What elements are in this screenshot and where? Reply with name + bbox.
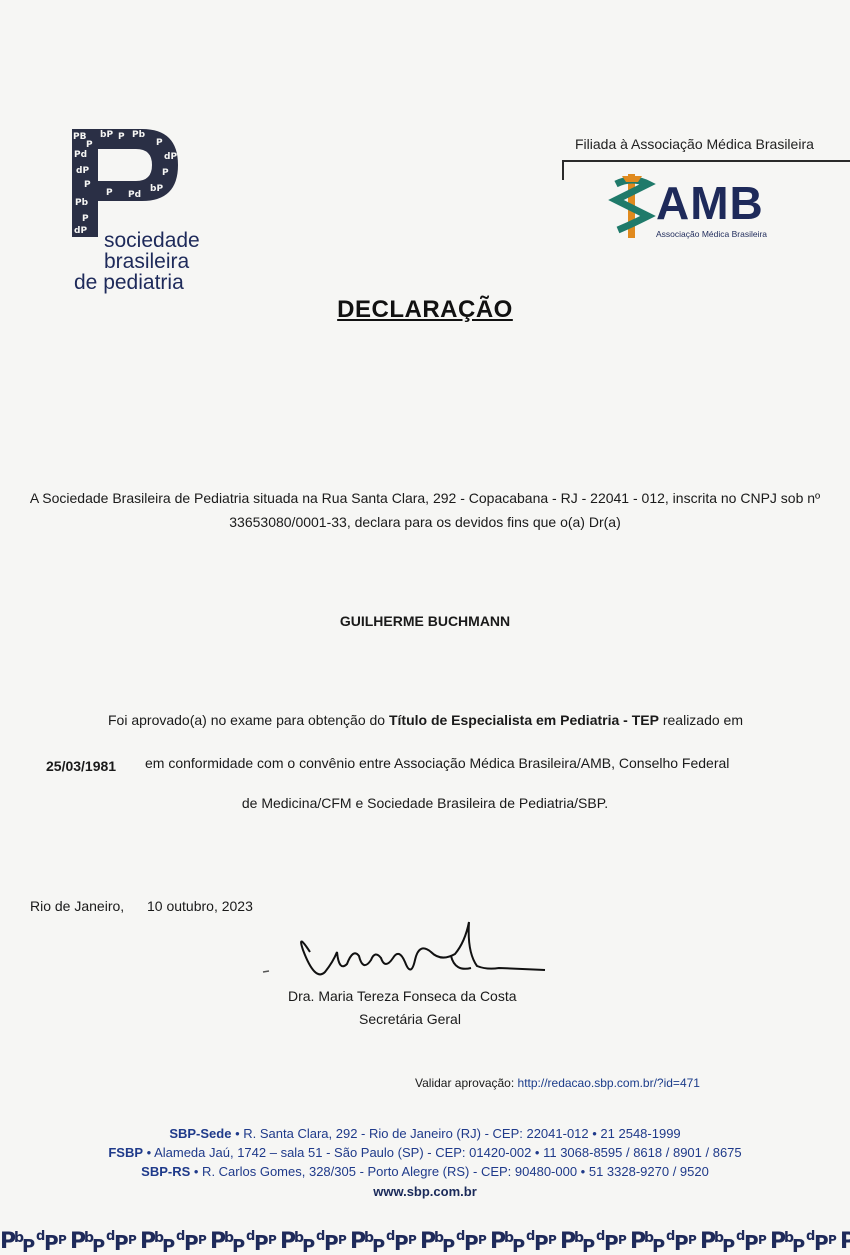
svg-text:Pb: Pb xyxy=(75,198,89,208)
footer-line-2 xyxy=(0,1145,850,1160)
sbp-p-mark xyxy=(70,125,185,240)
svg-text:Pb: Pb xyxy=(132,130,146,140)
footer-sede-label: SBP-Sede xyxy=(169,1126,232,1141)
footer-line-3 xyxy=(0,1164,850,1179)
validation-line xyxy=(415,1076,700,1090)
paragraph2-line1-end: realizado em xyxy=(658,712,743,728)
svg-text:P: P xyxy=(86,140,93,150)
paragraph1-line2: 33653080/0001-33, declara para os devidos fins que o(a) Dr(a) xyxy=(229,514,621,530)
svg-text:P: P xyxy=(156,138,163,148)
svg-text:dP: dP xyxy=(74,226,88,236)
paragraph2-line1-start: Foi aprovado(a) no exame para obtenção do xyxy=(108,712,389,728)
affiliation-rule-corner xyxy=(562,160,564,180)
issue-date: 10 outubro, 2023 xyxy=(147,898,253,914)
footer-rs-label: SBP-RS xyxy=(141,1164,191,1179)
svg-text:bP: bP xyxy=(100,130,114,140)
footer-sede-text: • R. Santa Clara, 292 - Rio de Janeiro (RJ) - CEP: 22041-012 • 21 2548-1999 xyxy=(231,1126,681,1141)
logo-word-2: brasileira xyxy=(104,250,190,273)
affiliation-rule xyxy=(562,160,850,162)
validation-link[interactable]: http://redacao.sbp.com.br/?id=471 xyxy=(517,1076,700,1090)
svg-text:P: P xyxy=(84,180,91,190)
validation-label: Validar aprovação: xyxy=(415,1076,515,1090)
footer-line-1 xyxy=(0,1126,850,1141)
footer-fsbp-label: FSBP xyxy=(108,1145,144,1160)
svg-text:Pd: Pd xyxy=(128,190,142,200)
decorative-p-pattern xyxy=(0,1222,850,1255)
logo-word-1: sociedade xyxy=(104,229,200,252)
svg-text:P: P xyxy=(106,188,113,198)
affiliation-label: Filiada à Associação Médica Brasileira xyxy=(575,136,814,152)
caduceus-icon xyxy=(608,170,656,242)
paragraph2-line1 xyxy=(108,712,743,728)
paragraph2-line2: em conformidade com o convênio entre Associação Médica Brasileira/AMB, Conselho Federal xyxy=(145,755,730,771)
svg-text:P: P xyxy=(118,132,125,142)
amb-logo xyxy=(608,170,798,245)
sbp-logo xyxy=(70,125,220,300)
signature xyxy=(255,912,555,992)
svg-text:Pd: Pd xyxy=(74,150,88,160)
amb-subtitle: Associação Médica Brasileira xyxy=(656,229,768,239)
svg-text:dP: dP xyxy=(164,152,178,162)
svg-text:P: P xyxy=(162,168,169,178)
amb-name: AMB xyxy=(656,177,764,229)
specialist-title: Título de Especialista em Pediatria - TEP xyxy=(388,712,659,728)
exam-date: 25/03/1981 xyxy=(46,758,117,774)
signer-name: Dra. Maria Tereza Fonseca da Costa xyxy=(288,988,517,1004)
doctor-name: GUILHERME BUCHMANN xyxy=(339,613,511,629)
signer-role: Secretária Geral xyxy=(359,1011,461,1027)
svg-text:bP: bP xyxy=(150,184,164,194)
document-title: DECLARAÇÃO xyxy=(337,296,513,323)
issue-place: Rio de Janeiro, xyxy=(30,898,125,914)
svg-text:dP: dP xyxy=(76,166,90,176)
footer-website[interactable]: www.sbp.com.br xyxy=(373,1184,477,1199)
footer-fsbp-text: • Alameda Jaú, 1742 – sala 51 - São Paulo (SP) - CEP: 01420-002 • 11 3068-8595 / 8618 / 8901 / 8675 xyxy=(143,1145,742,1160)
footer-rs-text: • R. Carlos Gomes, 328/305 - Porto Alegre (RS) - CEP: 90480-000 • 51 3328-9270 / 9520 xyxy=(190,1164,709,1179)
svg-text:P: P xyxy=(82,214,89,224)
svg-text:PB: PB xyxy=(73,132,87,142)
paragraph1-line1: A Sociedade Brasileira de Pediatria situada na Rua Santa Clara, 292 - Copacabana - RJ - 22041 - 012, inscrita no CNPJ sob nº xyxy=(29,490,821,506)
logo-word-3: de pediatria xyxy=(74,271,184,294)
paragraph2-line3: de Medicina/CFM e Sociedade Brasileira de Pediatria/SBP. xyxy=(241,795,609,811)
